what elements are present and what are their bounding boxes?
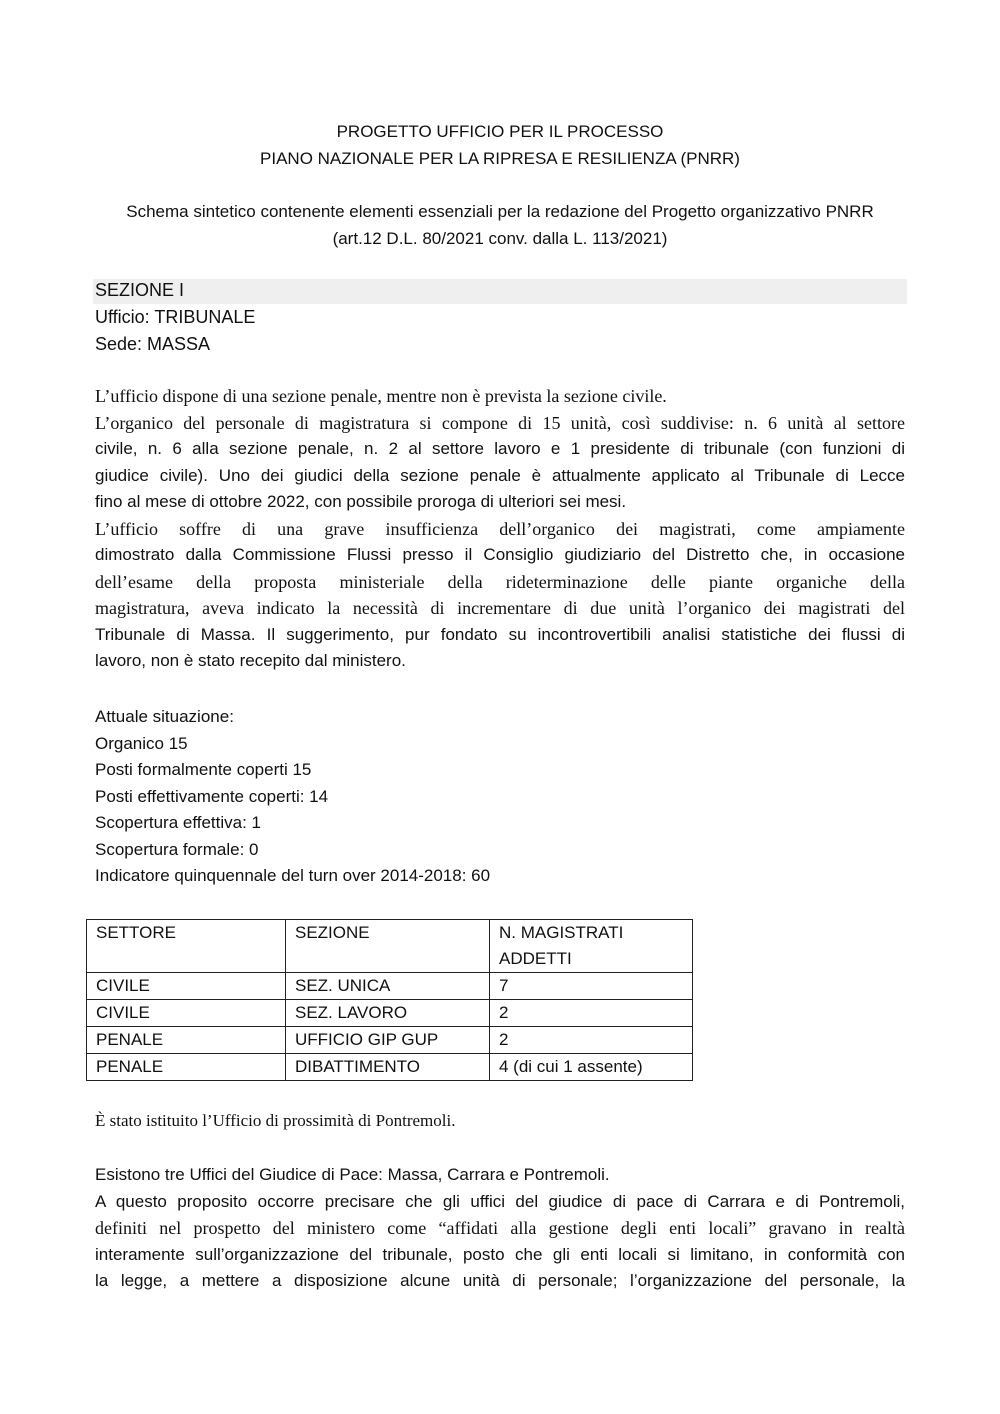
paragraph-3	[95, 516, 905, 675]
header-magistrati-line-2: ADDETTI	[499, 949, 572, 968]
paragraph-line: giudice civile). Uno dei giudici della sezione penale è attualmente applicato al Tribunale di Lecce	[95, 465, 905, 485]
header-settore: SETTORE	[87, 920, 286, 973]
section-info	[95, 277, 905, 358]
magistrates-table	[86, 919, 693, 1081]
title-line-1: PROGETTO UFFICIO PER IL PROCESSO	[336, 122, 664, 141]
cell-magistrati: 2	[490, 1027, 693, 1054]
prossimita-note: È stato istituito l’Ufficio di prossimità di Pontremoli.	[95, 1111, 456, 1130]
paragraph-line: A questo proposito occorre precisare che gli uffici del giudice di pace di Carrara e di Pontremoli,	[95, 1191, 905, 1211]
cell-settore: CIVILE	[87, 973, 286, 1000]
paragraph-1	[95, 383, 905, 410]
paragraph-line: Esistono tre Uffici del Giudice di Pace: Massa, Carrara e Pontremoli.	[95, 1165, 610, 1184]
cell-sezione: SEZ. LAVORO	[286, 1000, 490, 1027]
paragraph-line: civile, n. 6 alla sezione penale, n. 2 al settore lavoro e 1 presidente di tribunale (con funzioni di	[95, 439, 905, 458]
cell-settore: CIVILE	[87, 1000, 286, 1027]
giudice-di-pace-section	[95, 1162, 905, 1295]
posti-effettivamente-coperti: Posti effettivamente coperti: 14	[95, 786, 329, 806]
cell-sezione: UFFICIO GIP GUP	[286, 1027, 490, 1054]
paragraph-2	[95, 410, 905, 516]
gdp-paragraph-2	[95, 1189, 905, 1295]
cell-sezione: SEZ. UNICA	[286, 973, 490, 1000]
title-line-2: PIANO NAZIONALE PER LA RIPRESA E RESILIENZA (PNRR)	[260, 149, 740, 168]
situation-title: Attuale situazione:	[95, 707, 234, 726]
paragraph-line: L’organico del personale di magistratura si compone di 15 unità, così suddivise: n. 6 unità al settore	[95, 412, 905, 433]
section-heading: SEZIONE I	[95, 280, 185, 300]
paragraph-line: fino al mese di ottobre 2022, con possibile proroga di ulteriori sei mesi.	[95, 492, 627, 511]
paragraph-line: dimostrato dalla Commissione Flussi presso il Consiglio giudiziario del Distretto che, in occasione	[95, 545, 905, 564]
document-title	[95, 118, 905, 172]
table-row	[87, 1000, 693, 1027]
paragraph-line: dell’esame della proposta ministeriale della rideterminazione delle piante organiche della	[95, 571, 905, 592]
cell-magistrati: 4 (di cui 1 assente)	[490, 1054, 693, 1081]
sede-label: Sede: MASSA	[95, 334, 211, 354]
paragraph-line: magistratura, aveva indicato la necessità di incrementare di due unità l’organico dei magistrati del	[95, 598, 905, 618]
subtitle-line-1: Schema sintetico contenente elementi essenziali per la redazione del Progetto organizzativo PNRR	[126, 202, 874, 221]
cell-magistrati: 7	[490, 973, 693, 1000]
subtitle-line-2: (art.12 D.L. 80/2021 conv. dalla L. 113/2021)	[332, 229, 668, 248]
cell-settore: PENALE	[87, 1027, 286, 1054]
paragraph-line: L’ufficio dispone di una sezione penale, mentre non è prevista la sezione civile.	[95, 386, 667, 406]
paragraph-line: interamente sull’organizzazione del tribunale, posto che gli enti locali si limitano, in conformità con	[95, 1244, 905, 1264]
header-sezione: SEZIONE	[286, 920, 490, 973]
cell-sezione: DIBATTIMENTO	[286, 1054, 490, 1081]
gdp-paragraph-1	[95, 1162, 905, 1189]
ufficio-label: Ufficio: TRIBUNALE	[95, 307, 256, 327]
header-magistrati-line-1: N. MAGISTRATI	[499, 923, 624, 942]
scopertura-effettiva: Scopertura effettiva: 1	[95, 813, 262, 832]
document-subtitle	[95, 198, 905, 252]
header-magistrati	[490, 920, 693, 973]
table-header-row	[87, 920, 693, 973]
organico-value: Organico 15	[95, 733, 188, 753]
table-row	[87, 973, 693, 1000]
table-row	[87, 1027, 693, 1054]
posti-formalmente-coperti: Posti formalmente coperti 15	[95, 760, 312, 779]
paragraph-line: Tribunale di Massa. Il suggerimento, pur fondato su incontrovertibili analisi statistiche dei flussi di	[95, 624, 905, 644]
cell-settore: PENALE	[87, 1054, 286, 1081]
current-situation	[95, 704, 905, 890]
body-paragraphs	[95, 383, 905, 675]
paragraph-line: lavoro, non è stato recepito dal ministero.	[95, 651, 406, 670]
table-row	[87, 1054, 693, 1081]
paragraph-line: L’ufficio soffre di una grave insufficienza dell’organico dei magistrati, come ampiamente	[95, 518, 905, 539]
turnover-indicator: Indicatore quinquennale del turn over 2014-2018: 60	[95, 866, 491, 885]
cell-magistrati: 2	[490, 1000, 693, 1027]
paragraph-line: definiti nel prospetto del ministero come “affidati alla gestione degli enti locali” gravano in realtà	[95, 1218, 905, 1238]
paragraph-line: la legge, a mettere a disposizione alcune unità di personale; l’organizzazione del personale, la	[95, 1271, 905, 1290]
scopertura-formale: Scopertura formale: 0	[95, 839, 259, 859]
